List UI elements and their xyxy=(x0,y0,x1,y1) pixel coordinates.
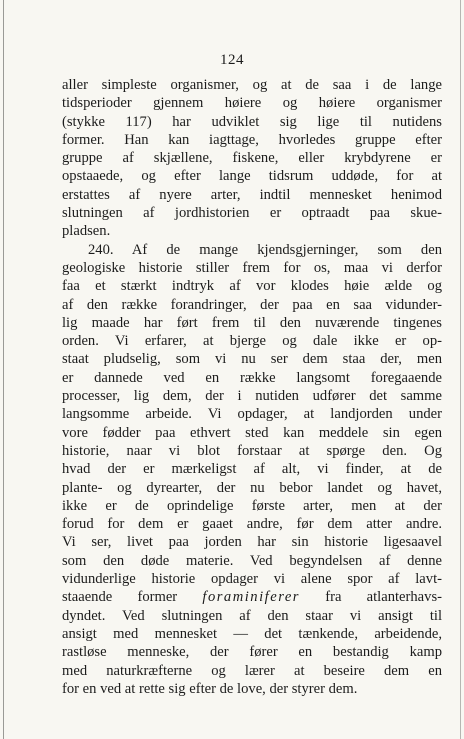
text-line xyxy=(62,588,442,606)
text-line-content: dyndet. Ved slutningen af den staar vi ansigt til xyxy=(62,607,442,624)
text-line xyxy=(62,76,442,94)
text-line xyxy=(62,387,442,405)
text-line-content: langsomme arbeide. Vi opdager, at landjorden under xyxy=(62,406,442,423)
text-line xyxy=(62,497,442,515)
text-line xyxy=(62,241,442,259)
text-line-content: hvad der er mærkeligst af alt, vi finder, at de xyxy=(62,461,442,478)
text-line xyxy=(62,350,442,368)
text-line xyxy=(62,167,442,185)
text-line xyxy=(62,607,442,625)
text-line-content: aller simpleste organismer, og at de saa i de lange xyxy=(62,77,442,93)
text-line-content: Vi ser, livet paa jorden har sin historie ligesaavel xyxy=(62,534,442,551)
text-line-content: ansigt med mennesket — det tænkende, arbeidende, xyxy=(62,625,442,642)
text-line-content: for en ved at rette sig efter de love, der styrer dem. xyxy=(62,680,358,697)
text-line xyxy=(62,552,442,570)
body-text xyxy=(62,76,442,698)
text-line-content: staaende former xyxy=(62,589,178,606)
text-line xyxy=(62,533,442,551)
text-line-content: forud for dem er gaaet andre, før dem atter andre. xyxy=(62,516,442,533)
text-line xyxy=(62,442,442,460)
text-line-content: orden. Vi erfarer, at bjerge og dale ikke er op- xyxy=(62,333,442,350)
text-line-content: med naturkræfterne og lærer at beseire dem en xyxy=(62,662,442,679)
text-line xyxy=(62,662,442,680)
text-line-content: processer, lig dem, der i nutiden udfører det samme xyxy=(62,388,442,405)
text-line-content: opstaaede, og efter lange tidsrum uddøde, for at xyxy=(62,168,442,185)
page-number: 124 xyxy=(220,52,244,68)
text-line-content: ikke er de oprindelige første arter, men at der xyxy=(62,497,442,514)
text-line xyxy=(62,277,442,295)
text-line xyxy=(62,515,442,533)
text-line xyxy=(62,186,442,204)
text-line-content: lig maade har ført frem til den nuværende tingenes xyxy=(62,314,442,331)
emphasized-term: foraminiferer xyxy=(202,589,300,606)
text-line-content: former. Han kan iagttage, hvorledes gruppe efter xyxy=(62,131,442,148)
text-line xyxy=(62,369,442,387)
page-left-edge xyxy=(3,0,4,739)
text-line-content: vore fødder paa ethvert sted kan meddele sin egen xyxy=(62,424,442,441)
text-line xyxy=(62,204,442,222)
text-line xyxy=(62,259,442,277)
text-line-tail: fra atlanterhavs- xyxy=(300,589,442,606)
text-line xyxy=(62,314,442,332)
text-line-content: pladsen. xyxy=(62,223,111,240)
text-line-content: vidunderlige historie opdager vi alene spor af lavt- xyxy=(62,571,442,588)
text-line-content: gruppe af skjællene, fiskene, eller krybdyrene er xyxy=(62,150,442,167)
text-line xyxy=(62,332,442,350)
text-line xyxy=(62,479,442,497)
text-line xyxy=(62,94,442,112)
text-line-content: (stykke 117) har udviklet sig lige til nutidens xyxy=(62,113,442,130)
text-line xyxy=(62,460,442,478)
text-line-content: erstattes af nyere arter, indtil mennesket henimod xyxy=(62,186,442,203)
text-line xyxy=(62,424,442,442)
text-line xyxy=(62,680,442,698)
text-line xyxy=(62,570,442,588)
text-line xyxy=(62,149,442,167)
text-line xyxy=(62,222,442,240)
text-line-content: faa et stærkt indtryk af vor klodes høie ælde og xyxy=(62,278,442,295)
text-line-content: historie, naar vi blot forstaar at spørge den. Og xyxy=(62,442,442,459)
text-line xyxy=(62,113,442,131)
text-line xyxy=(62,131,442,149)
text-line-content: staat pludselig, som vi nu ser dem staa der, men xyxy=(62,351,442,368)
text-line-content: af den række forandringer, der paa en saa vidunder- xyxy=(62,296,442,313)
text-line-content: plante- og dyrearter, der nu bebor landet og havet, xyxy=(62,479,442,496)
text-line-content: geologiske historie stiller frem for os, maa vi derfor xyxy=(62,259,442,276)
text-line-content: som den døde materie. Ved begyndelsen af denne xyxy=(62,552,442,569)
text-line-content: rastløse menneske, der fører en bestandig kamp xyxy=(62,644,442,661)
text-line xyxy=(62,643,442,661)
text-line xyxy=(62,296,442,314)
text-line xyxy=(62,625,442,643)
text-line-content: er dannede ved en række langsomt foregaaende xyxy=(62,369,442,386)
text-line-content: tidsperioder gjennem høiere og høiere organismer xyxy=(62,95,442,112)
text-line-content: 240. Af de mange kjendsgjerninger, som den xyxy=(88,241,442,258)
page-right-edge xyxy=(460,0,461,739)
text-line xyxy=(62,405,442,423)
text-line-content: slutningen af jordhistorien er optraadt paa skue- xyxy=(62,205,442,222)
